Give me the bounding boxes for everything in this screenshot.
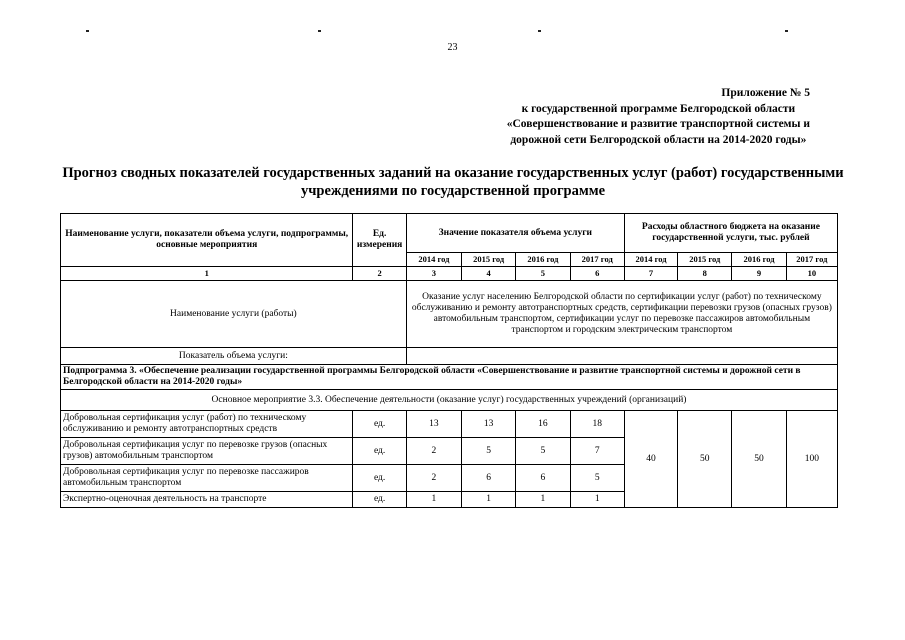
main-activity-row xyxy=(61,390,838,411)
scan-mark xyxy=(538,30,541,32)
row-unit: ед. xyxy=(353,411,406,438)
expense-2017: 100 xyxy=(786,411,837,508)
column-number: 8 xyxy=(678,267,732,281)
row-unit: ед. xyxy=(353,492,406,508)
row-value-2016: 6 xyxy=(516,465,570,492)
service-label: Наименование услуги (работы) xyxy=(61,281,407,348)
subprogram-title: Подпрограмма 3. «Обеспечение реализации государственной программы Белгородской области «Совершенствование и развитие транспортной системы и дорожной сети в Белгородской области на 2014-2020 годы» xyxy=(61,365,838,390)
indicators-table xyxy=(60,213,838,508)
header-unit-col: Ед. измерения xyxy=(353,214,406,267)
column-number: 6 xyxy=(570,267,624,281)
column-number-row xyxy=(61,267,838,281)
row-value-2017: 18 xyxy=(570,411,624,438)
header-expense-group: Расходы областного бюджета на оказание государственной услуги, тыс. рублей xyxy=(624,214,837,253)
indicator-row xyxy=(61,348,838,365)
year-cell: 2016 год xyxy=(732,253,786,267)
row-value-2017: 5 xyxy=(570,465,624,492)
appendix-line-4: дорожной сети Белгородской области на 2014-2020 годы» xyxy=(510,133,807,146)
year-cell: 2017 год xyxy=(570,253,624,267)
row-name: Добровольная сертификация услуг по перевозке грузов (опасных грузов) автомобильным транспортом xyxy=(61,438,353,465)
indicator-empty xyxy=(406,348,837,365)
row-name: Добровольная сертификация услуг по перевозке пассажиров автомобильным транспортом xyxy=(61,465,353,492)
column-number: 9 xyxy=(732,267,786,281)
appendix-line-1: Приложение № 5 xyxy=(721,87,810,99)
column-number: 2 xyxy=(353,267,406,281)
page-number: 23 xyxy=(447,42,458,53)
year-cell: 2015 год xyxy=(462,253,516,267)
column-number: 10 xyxy=(786,267,837,281)
row-value-2014: 2 xyxy=(406,465,461,492)
expense-2014: 40 xyxy=(624,411,677,508)
expense-2015: 50 xyxy=(678,411,732,508)
row-value-2017: 1 xyxy=(570,492,624,508)
main-activity-title: Основное мероприятие 3.3. Обеспечение деятельности (оказание услуг) государственных учреждений (организаций) xyxy=(61,390,838,411)
subprogram-row xyxy=(61,365,838,390)
year-cell: 2015 год xyxy=(678,253,732,267)
row-name: Экспертно-оценочная деятельность на транспорте xyxy=(61,492,353,508)
row-value-2014: 1 xyxy=(406,492,461,508)
scan-mark xyxy=(785,30,788,32)
header-value-group: Значение показателя объема услуги xyxy=(406,214,624,253)
row-value-2015: 5 xyxy=(462,438,516,465)
appendix-line-2: к государственной программе Белгородской области xyxy=(521,102,796,115)
row-unit: ед. xyxy=(353,465,406,492)
document-title xyxy=(60,164,846,200)
indicator-label: Показатель объема услуги: xyxy=(61,348,407,365)
title-line-1: Прогноз сводных показателей государственных заданий на оказание государственных услуг (работ) государственными xyxy=(62,165,844,181)
row-value-2016: 1 xyxy=(516,492,570,508)
header-name-col: Наименование услуги, показатели объема услуги, подпрограммы, основные мероприятия xyxy=(61,214,353,267)
header-row xyxy=(61,214,838,253)
year-cell: 2014 год xyxy=(624,253,677,267)
row-value-2015: 13 xyxy=(462,411,516,438)
scan-mark xyxy=(86,30,89,32)
column-number: 7 xyxy=(624,267,677,281)
year-cell: 2014 год xyxy=(406,253,461,267)
title-line-2: учреждениями по государственной программе xyxy=(300,183,606,199)
table-row xyxy=(61,411,838,438)
row-value-2015: 6 xyxy=(462,465,516,492)
row-value-2014: 13 xyxy=(406,411,461,438)
row-value-2017: 7 xyxy=(570,438,624,465)
row-value-2015: 1 xyxy=(462,492,516,508)
year-cell: 2017 год xyxy=(786,253,837,267)
scan-mark xyxy=(318,30,321,32)
row-name: Добровольная сертификация услуг (работ) по техническому обслуживанию и ремонту автотранспортных средств xyxy=(61,411,353,438)
row-unit: ед. xyxy=(353,438,406,465)
row-value-2016: 16 xyxy=(516,411,570,438)
appendix-line-3: «Совершенствование и развитие транспортной системы и xyxy=(506,118,810,130)
column-number: 5 xyxy=(516,267,570,281)
expense-2016: 50 xyxy=(732,411,786,508)
appendix-block xyxy=(507,86,810,148)
row-value-2016: 5 xyxy=(516,438,570,465)
year-cell: 2016 год xyxy=(516,253,570,267)
column-number: 3 xyxy=(406,267,461,281)
service-value: Оказание услуг населению Белгородской области по сертификации услуг (работ) по техническому обслуживанию и ремонту автотранспортных средств, сертификации перевозки грузов (опасных грузов) автомобильным транспортом, сертификации услуг по перевозке пассажиров автомобильным транспортом и городским электрическим транспортом xyxy=(406,281,837,348)
column-number: 4 xyxy=(462,267,516,281)
column-number: 1 xyxy=(61,267,353,281)
service-row xyxy=(61,281,838,348)
row-value-2014: 2 xyxy=(406,438,461,465)
